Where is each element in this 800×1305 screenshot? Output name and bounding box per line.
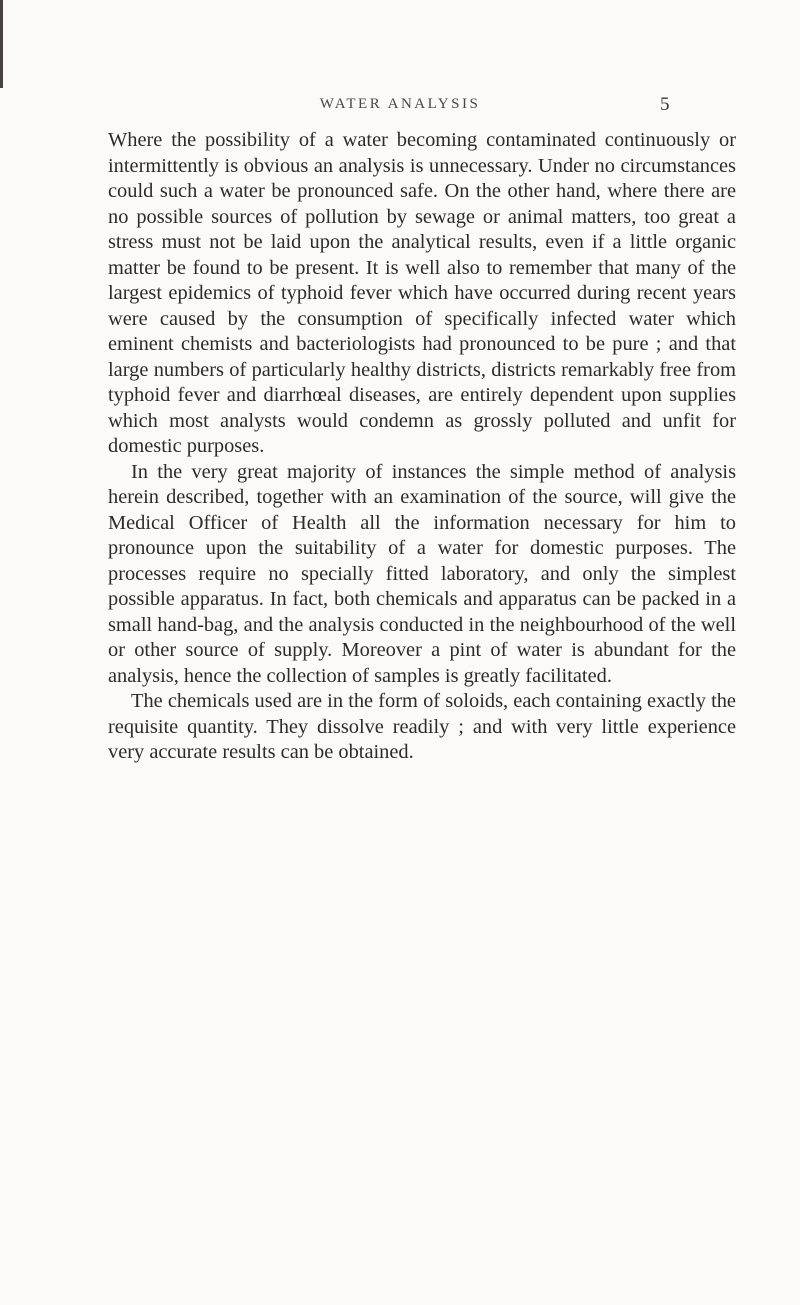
body-text <box>108 128 736 766</box>
running-header <box>0 96 800 120</box>
paragraph: Where the possibility of a water becoming contaminated continuously or intermittently is obvious an analysis is unnecessary. Under no circumstances could such a water be pronounced safe. On the other hand, where there are no possible sources of pollution by sewage or animal matters, too great a stress must not be laid upon the analytical results, even if a little organic matter be found to be present. It is well also to remember that many of the largest epidemics of typhoid fever which have occurred during recent years were caused by the consumption of specifically infected water which eminent chemists and bacteriologists had pronounced to be pure ; and that large numbers of particularly healthy districts, districts remarkably free from typhoid fever and diarrhœal diseases, are entirely dependent upon supplies which most analysts would condemn as grossly polluted and unfit for domestic purposes. <box>108 129 736 457</box>
page-edge-mark <box>0 0 3 88</box>
page-number: 5 <box>660 94 670 115</box>
paragraph: The chemicals used are in the form of soloids, each containing exactly the requisite quantity. They dissolve readily ; and with very little experience very accurate results can be obtained. <box>108 690 736 763</box>
paragraph: In the very great majority of instances the simple method of analysis herein described, together with an examination of the source, will give the Medical Officer of Health all the information necessary for him to pronounce upon the suitability of a water for domestic purposes. The processes require no specially fitted laboratory, and only the simplest possible apparatus. In fact, both chemicals and apparatus can be packed in a small hand-bag, and the analysis conducted in the neighbourhood of the well or other source of supply. Moreover a pint of water is abundant for the analysis, hence the collection of samples is greatly facilitated. <box>108 460 736 687</box>
running-title: WATER ANALYSIS <box>319 96 481 112</box>
